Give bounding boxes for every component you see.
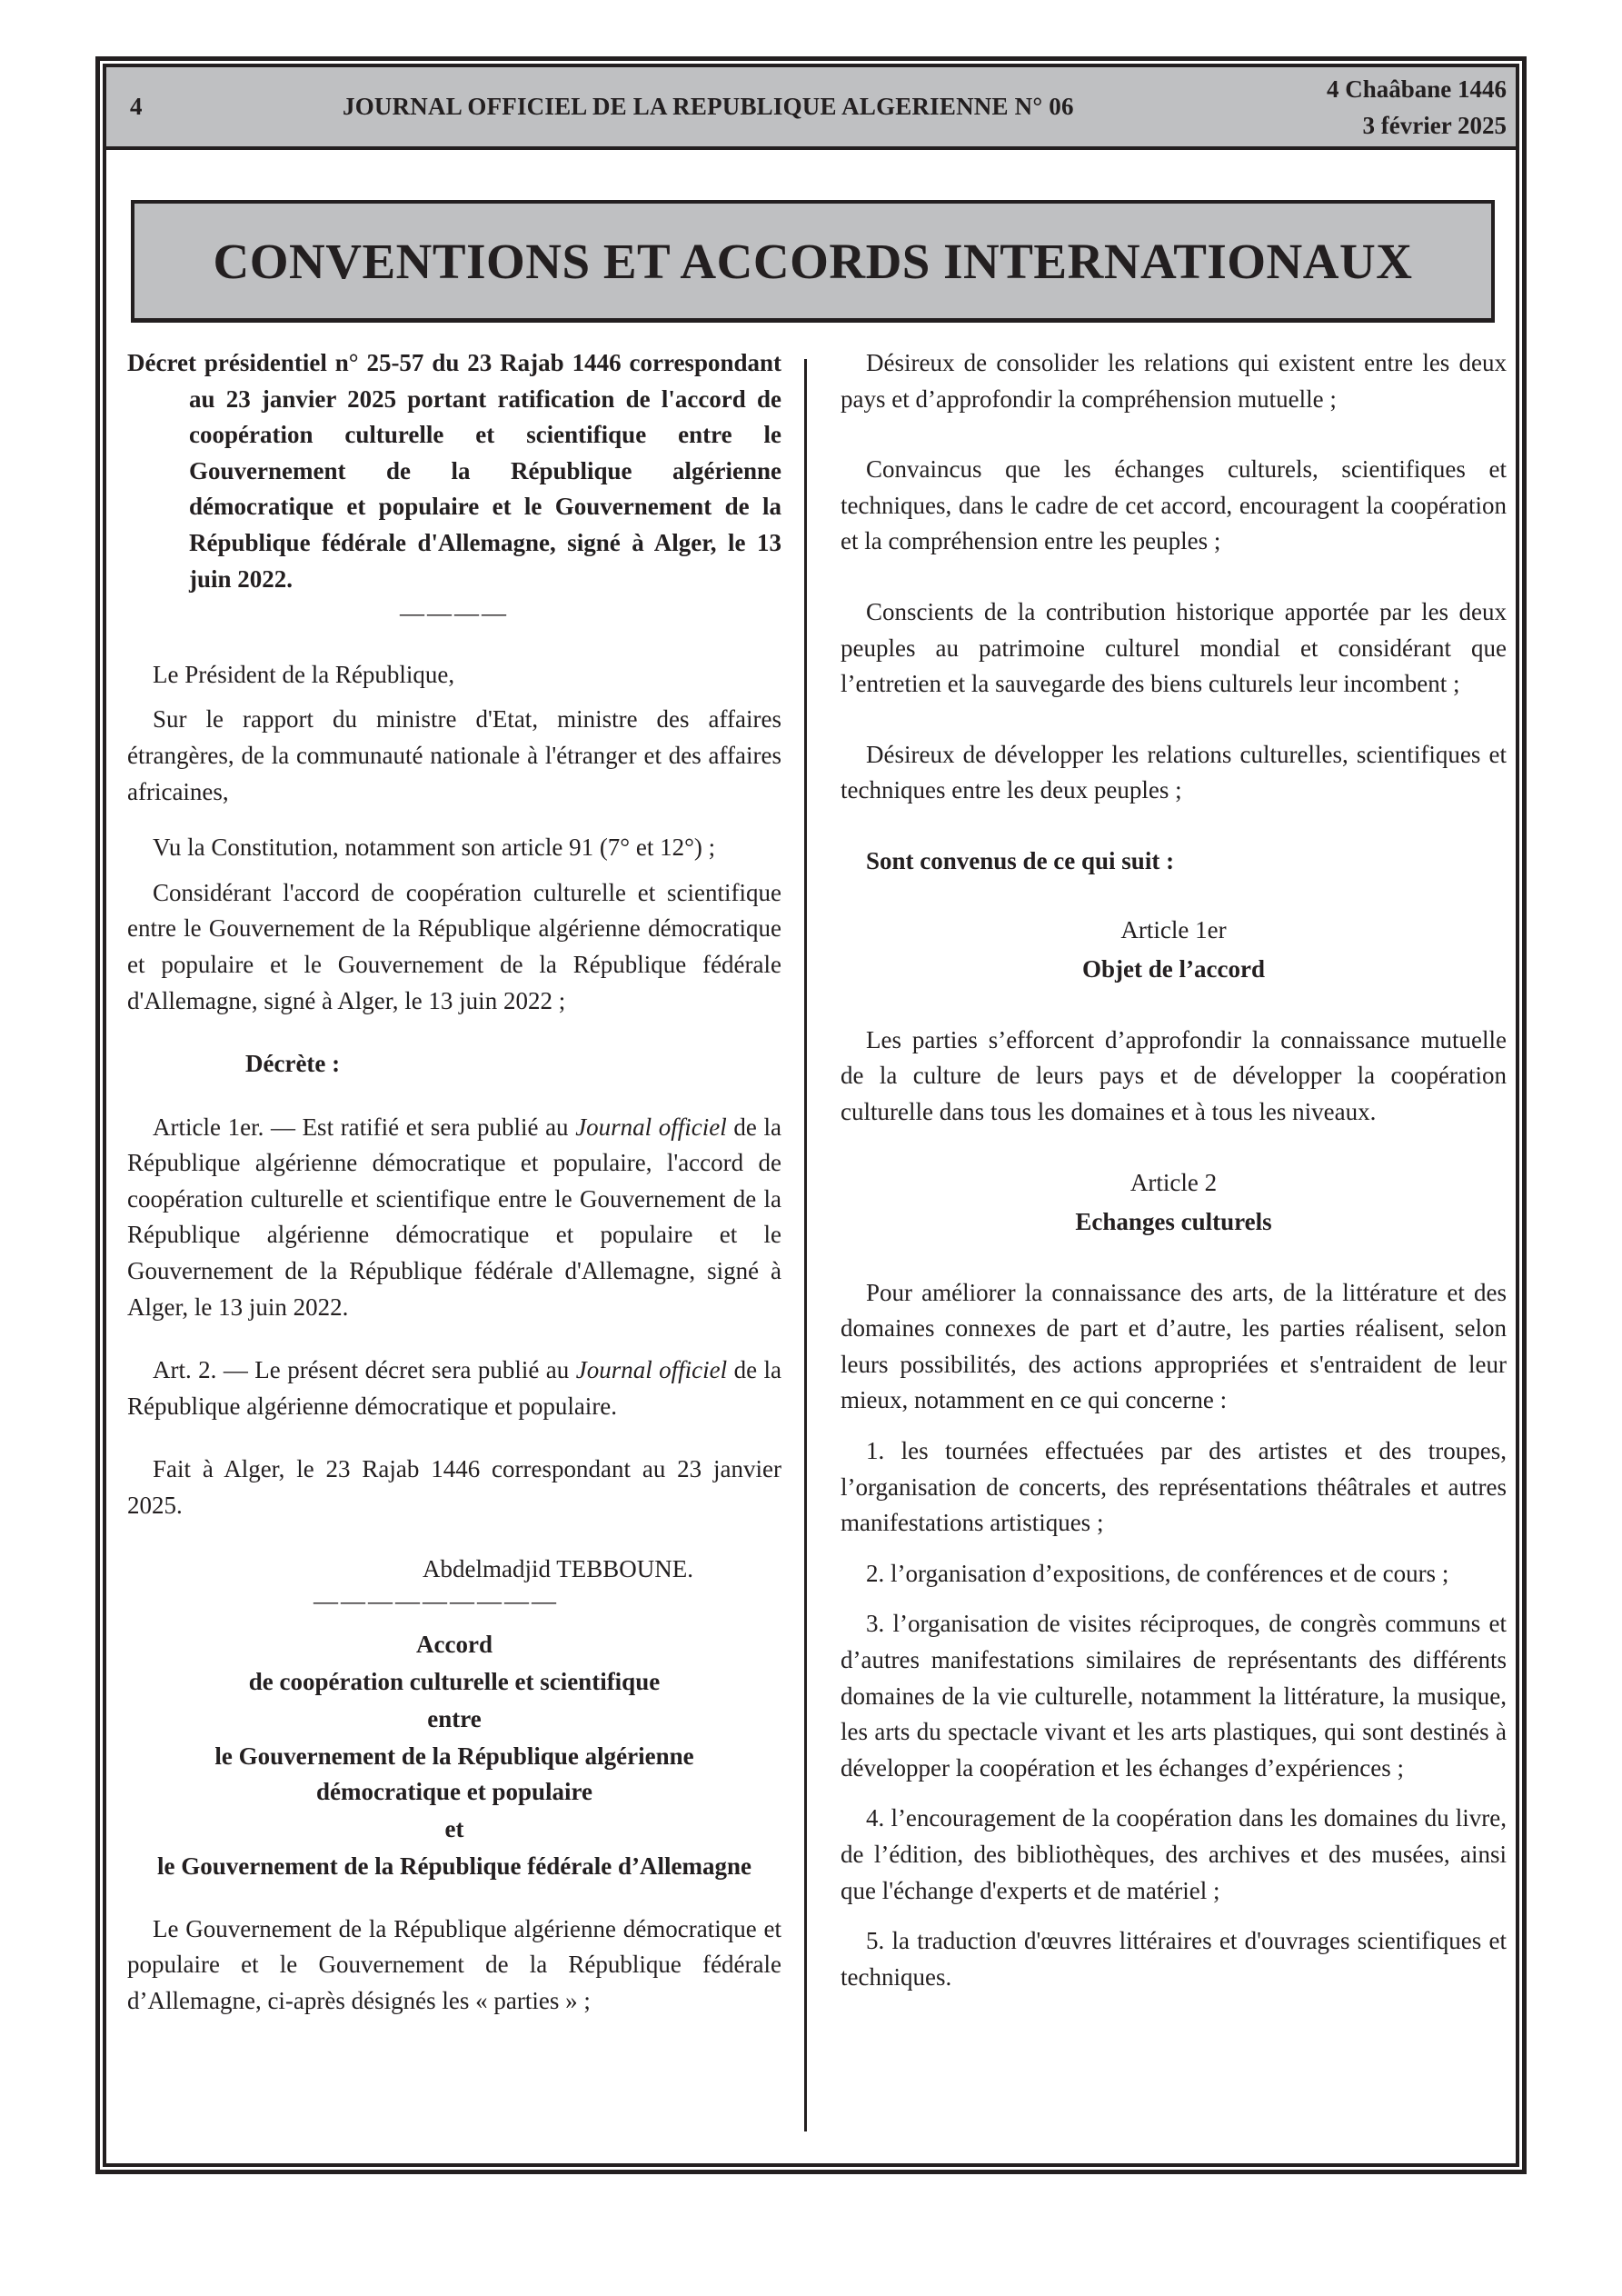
column-divider (804, 359, 807, 2131)
fait-a-alger: Fait à Alger, le 23 Rajab 1446 correspondant au 23 janvier 2025. (127, 1455, 781, 1520)
article-1-paragraph: Article 1er. — Est ratifié et sera publié au Journal officiel de la République algérienne démocratique et populaire, l'accord de coopération culturelle et scientifique entre le Gouvernement de la République algérienne démocratique et populaire et le Gouvernement de la République fédérale d'Allemagne, signé à Alger, le 13 juin 2022. (127, 1113, 781, 1321)
president-line: Le Président de la République, (153, 660, 455, 688)
accord-heading-line: entre (427, 1704, 482, 1732)
rapport-paragraph: Sur le rapport du ministre d'Etat, ministre des affaires étrangères, de la communauté nationale à l'étranger et des affaires africaines, (127, 705, 781, 805)
accord-heading-line: le Gouvernement de la République fédérale d’Allemagne (157, 1852, 751, 1880)
journal-officiel-ref: Journal officiel (575, 1113, 727, 1141)
article-title: Echanges culturels (1075, 1208, 1272, 1236)
end-separator: ————————— (313, 1587, 559, 1615)
list-item: 3. l’organisation de visites réciproques, de congrès communs et d’autres manifestations similaires de représentants des différents domaines de la vie culturelle, notamment la littérature, la musique, les arts du spectacle vivant et les arts plastiques, qui sont destinés à développer la coopération et les échanges d’expériences ; (841, 1610, 1507, 1782)
section-title-box (131, 200, 1495, 323)
convenus-heading: Sont convenus de ce qui suit : (866, 846, 1175, 874)
gregorian-date: 3 février 2025 (1362, 112, 1507, 139)
left-column (127, 345, 781, 2020)
signature: Abdelmadjid TEBBOUNE. (423, 1554, 693, 1582)
list-item: 2. l’organisation d’expositions, de conférences et de cours ; (866, 1559, 1449, 1587)
preamble-paragraph: Convaincus que les échanges culturels, scientifiques et techniques, dans le cadre de cet accord, encouragent la coopération et la compréhension entre les peuples ; (841, 455, 1507, 555)
section-title: CONVENTIONS ET ACCORDS INTERNATIONAUX (213, 233, 1413, 289)
right-column (841, 345, 1507, 1995)
list-item: 5. la traduction d'œuvres littéraires et d'ouvrages scientifiques et techniques. (841, 1927, 1507, 1991)
journal-title: JOURNAL OFFICIEL DE LA REPUBLIQUE ALGERIENNE N° 06 (343, 93, 1074, 120)
accord-heading (127, 1627, 781, 1884)
accord-heading-line: et (444, 1814, 464, 1842)
journal-header (106, 67, 1516, 150)
hijri-date: 4 Chaâbane 1446 (1326, 75, 1507, 103)
title-separator: ———— (400, 599, 509, 627)
decrete-heading: Décrète : (245, 1050, 341, 1078)
article-title: Objet de l’accord (1082, 955, 1265, 983)
list-item: 4. l’encouragement de la coopération dans les domaines du livre, de l’édition, des bibliothèques, des archives et des musées, ainsi que l'échange d'experts et de matériel ; (841, 1804, 1507, 1904)
list-item: 1. les tournées effectuées par des artistes et des troupes, l’organisation de concerts, des représentations théâtrales et autres manifestations artistiques ; (841, 1437, 1507, 1537)
article-2-paragraph: Art. 2. — Le présent décret sera publié au Journal officiel de la République algérienne démocratique et populaire. (127, 1356, 781, 1420)
article-number: Article 1er (1120, 915, 1227, 943)
article-number: Article 2 (1129, 1168, 1218, 1196)
preamble-paragraph: Désireux de consolider les relations qui existent entre les deux pays et d’approfondir la compréhension mutuelle ; (841, 349, 1507, 413)
preamble-paragraph: Désireux de développer les relations culturelles, scientifiques et techniques entre les deux peuples ; (841, 740, 1507, 804)
article-paragraph: Pour améliorer la connaissance des arts, de la littérature et des domaines connexes de part et d’autre, les parties réalisent, selon leurs possibilités, des actions appropriées et s'entraident de leur mieux, notamment en ce qui concerne : (841, 1278, 1507, 1414)
preamble-paragraph: Le Gouvernement de la République algérienne démocratique et populaire et le Gouvernement de la République fédérale d’Allemagne, ci-après désignés les « parties » ; (127, 1914, 781, 2014)
accord-heading-line: de coopération culturelle et scientifique (248, 1667, 661, 1695)
vu-paragraph: Vu la Constitution, notamment son article 91 (7° et 12°) ; (153, 834, 716, 862)
issue-date (1327, 71, 1507, 144)
page-number: 4 (130, 93, 143, 120)
considerant-paragraph: Considérant l'accord de coopération culturelle et scientifique entre le Gouvernement de la République algérienne démocratique et populaire et le Gouvernement de la République fédérale d'Allemagne, signé à Alger, le 13 juin 2022 ; (127, 878, 781, 1014)
journal-officiel-ref: Journal officiel (575, 1356, 728, 1384)
accord-heading-line: le Gouvernement de la République algérienne (214, 1742, 694, 1770)
accord-heading-line: démocratique et populaire (316, 1777, 592, 1805)
article-paragraph: Les parties s’efforcent d’approfondir la connaissance mutuelle de la culture de leurs pays et de développer la coopération culturelle dans tous les domaines et à tous les niveaux. (841, 1025, 1507, 1125)
decree-title: Décret présidentiel n° 25-57 du 23 Rajab 1446 correspondant au 23 janvier 2025 portant ratification de l'accord de coopération culturelle et scientifique entre le Gouvernement de la République algérienne démocratique et populaire et le Gouvernement de la République fédérale d'Allemagne, signé à Alger, le 13 juin 2022. (127, 349, 781, 593)
accord-heading-line: Accord (416, 1630, 493, 1658)
preamble-paragraph: Conscients de la contribution historique apportée par les deux peuples au patrimoine culturel mondial et considérant que l’entretien et la sauvegarde des biens culturels leur incombent ; (841, 597, 1507, 698)
